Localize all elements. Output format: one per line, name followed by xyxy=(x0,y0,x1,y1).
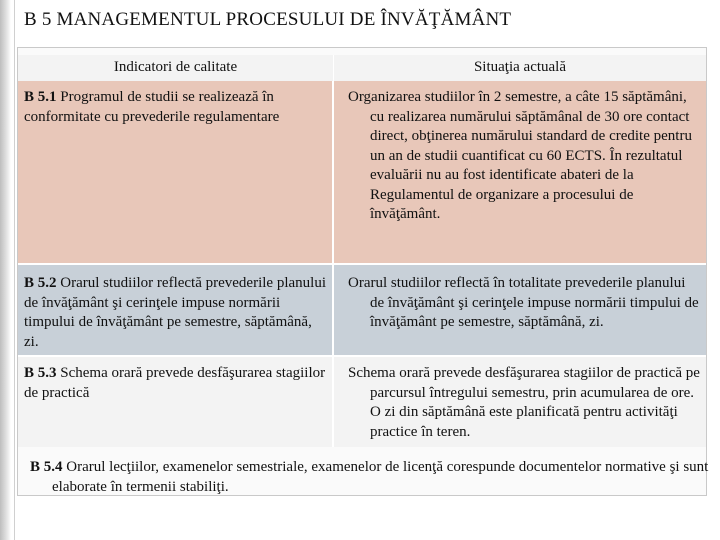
row-b52-status xyxy=(334,263,706,355)
indicator-text: Programul de studii se realizează în conformitate cu prevederile regulamentare xyxy=(24,89,280,125)
status-text: Organizarea studiilor în 2 semestre, a câte 15 săptămâni, cu realizarea numărului săptămânal de 30 ore contact direct, obţinerea numărului standard de credite pentru un an de studii cuantificat cu 60 ECTS. În rezultatul evaluării nu au fost identificate abateri de la Regulamentul de organizare a procesului de învăţământ. xyxy=(348,89,692,222)
left-decor-bar xyxy=(0,0,11,540)
row-b53-status xyxy=(334,355,706,447)
row-b53-indicator xyxy=(18,355,334,447)
indicator-code: B 5.1 xyxy=(24,89,57,105)
content-frame xyxy=(17,47,707,496)
indicator-text: Schema orară prevede desfăşurarea stagiilor de practică xyxy=(24,365,326,401)
indicator-code: B 5.2 xyxy=(24,275,57,291)
left-decor-line xyxy=(14,0,15,540)
quality-table xyxy=(18,55,706,447)
note-text: Orarul lecţiilor, examenelor semestriale, examenelor de licenţă corespunde documentelor normative şi sunt elaborate în termenii stabiliţi. xyxy=(52,459,709,495)
note-code: B 5.4 xyxy=(30,459,63,475)
header-current-status: Situaţia actuală xyxy=(334,55,706,81)
page-title: B 5 MANAGEMENTUL PROCESULUI DE ÎNVĂŢĂMÂNT xyxy=(24,9,512,30)
row-b51-status xyxy=(334,81,706,263)
indicator-text: Orarul studiilor reflectă prevederile planului de învăţământ şi cerinţele impuse normării timpului de învăţământ pe semestre, săptămână, zi. xyxy=(24,275,326,350)
indicator-code: B 5.3 xyxy=(24,365,57,381)
status-text: Orarul studiilor reflectă în totalitate prevederile planului de învăţământ şi cerinţele impuse normării timpului de învăţământ pe semestre, săptămână, zi. xyxy=(348,275,699,330)
row-b52-indicator xyxy=(18,263,334,355)
row-b51-indicator xyxy=(18,81,334,263)
note-b54 xyxy=(30,458,712,497)
status-text: Schema orară prevede desfăşurarea stagiilor de practică pe parcursul întregului semestru, prin acumularea de ore. O zi din săptămână este planificată pentru activităţi practice în teren. xyxy=(348,365,700,440)
header-indicators: Indicatori de calitate xyxy=(18,55,334,81)
